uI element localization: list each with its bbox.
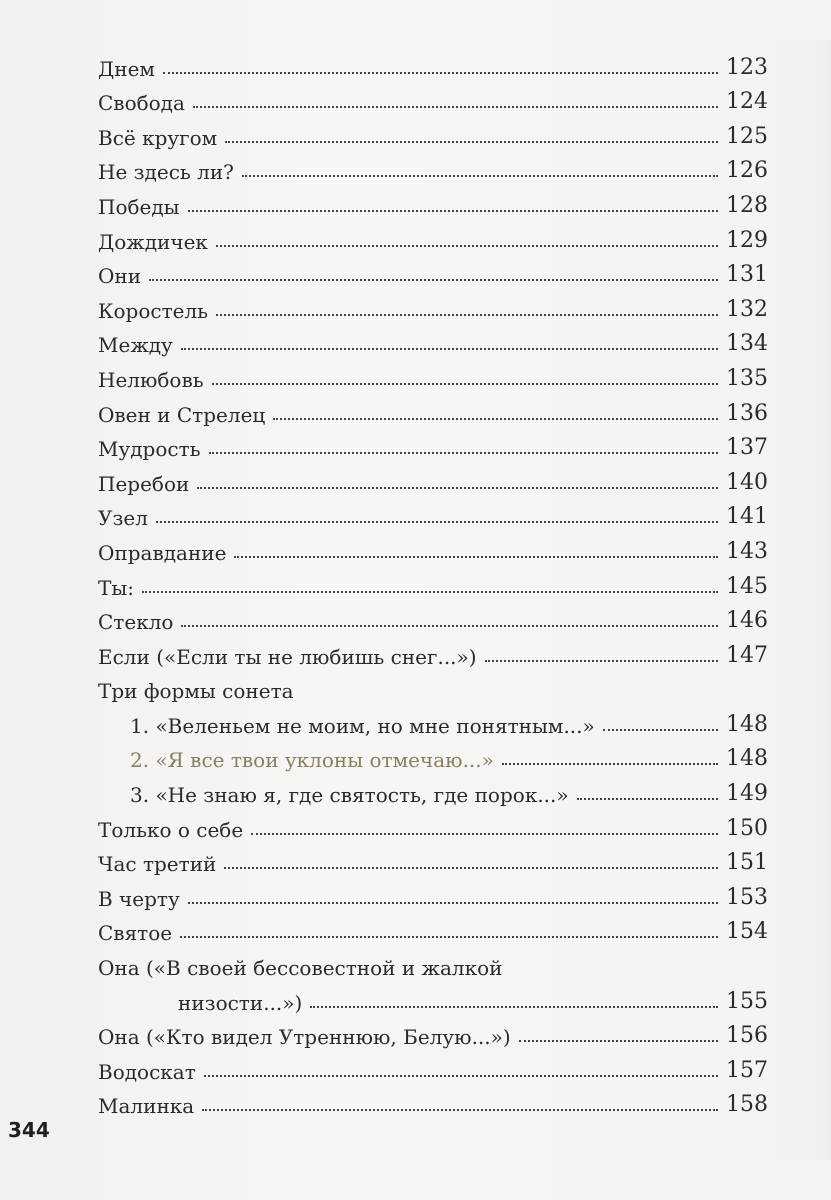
toc-entry-wrapped-first-line (98, 943, 768, 981)
toc-entry (98, 528, 768, 563)
toc-entry-wrapped-second-line (98, 978, 768, 1013)
toc-title: Всё кругом (98, 125, 218, 150)
toc-page: 123 (726, 54, 768, 80)
toc-title: Святое (98, 921, 173, 946)
toc-subentry (98, 770, 768, 808)
toc-page: 140 (726, 469, 768, 495)
toc-title: Дождичек (98, 229, 208, 254)
toc-page: 158 (726, 1092, 768, 1118)
toc-title: Днем (98, 56, 155, 81)
toc-entry (98, 182, 768, 217)
toc-title: Только о себе (98, 817, 244, 842)
leader-dots (204, 1075, 718, 1077)
toc-entry (98, 1082, 768, 1117)
toc-title: Не здесь ли? (98, 160, 234, 185)
toc-page: 134 (726, 331, 768, 357)
leader-dots (603, 729, 718, 731)
toc-entry (98, 840, 768, 875)
toc-page: 126 (726, 158, 768, 184)
toc-page: 135 (726, 365, 768, 391)
toc-entry (98, 632, 768, 667)
toc-page: 150 (726, 815, 768, 841)
toc-entry (98, 1013, 768, 1048)
toc-entry (98, 1047, 768, 1082)
leader-dots (188, 902, 718, 904)
toc-title: Коростель (98, 298, 209, 323)
toc-title: Оправдание (98, 540, 227, 565)
toc-entry (98, 459, 768, 494)
toc-entry (98, 79, 768, 114)
toc-title: Мудрость (98, 437, 201, 462)
leader-dots (273, 418, 718, 420)
toc-page: 149 (726, 781, 768, 807)
toc-entry (98, 252, 768, 287)
toc-title: Стекло (98, 610, 174, 635)
toc-title: Час третий (98, 852, 217, 877)
leader-dots (212, 383, 718, 385)
leader-dots (502, 763, 718, 765)
leader-dots (519, 1040, 718, 1042)
leader-dots (577, 798, 718, 800)
toc-subentry (98, 701, 768, 736)
toc-page: 128 (726, 192, 768, 218)
toc-page: 147 (726, 642, 768, 668)
toc-page: 132 (726, 296, 768, 322)
toc-title: 1. «Веленьем не моим, но мне понятным...» (130, 713, 595, 738)
leader-dots (181, 625, 718, 627)
toc-page: 143 (726, 538, 768, 564)
toc-entry (98, 909, 768, 944)
leader-dots (181, 348, 718, 350)
leader-dots (216, 314, 718, 316)
leader-dots (310, 1006, 718, 1008)
leader-dots (197, 487, 718, 489)
toc-entry (98, 563, 768, 598)
leader-dots (234, 556, 718, 558)
toc-entry (98, 494, 768, 529)
toc-title: 3. «Не знаю я, где святость, где порок...» (130, 783, 569, 808)
toc-page: 125 (726, 123, 768, 149)
toc-title: Ты: (98, 575, 134, 600)
toc-entry (98, 805, 768, 840)
page-number: 344 (8, 1118, 50, 1142)
toc-title: Нелюбовь (98, 367, 204, 392)
toc-entry (98, 390, 768, 425)
toc-title: Она («В своей бессовестной и жалкой (98, 956, 503, 981)
leader-dots (242, 175, 718, 177)
toc-page: 141 (726, 504, 768, 530)
leader-dots (202, 1109, 718, 1111)
toc-page: 153 (726, 884, 768, 910)
leader-dots (193, 106, 718, 108)
toc-page: 129 (726, 227, 768, 253)
table-of-contents (98, 44, 768, 1119)
show-through-shadow (769, 40, 831, 1160)
leader-dots (216, 245, 718, 247)
toc-title: Узел (98, 506, 148, 531)
toc-title: Водоскат (98, 1059, 196, 1084)
toc-entry (98, 874, 768, 909)
toc-page: 156 (726, 1023, 768, 1049)
toc-page: 136 (726, 400, 768, 426)
toc-entry (98, 598, 768, 633)
toc-entry (98, 148, 768, 183)
leader-dots (180, 936, 718, 938)
toc-title: Малинка (98, 1094, 195, 1119)
toc-title: Она («Кто видел Утреннюю, Белую...») (98, 1025, 511, 1050)
toc-page: 155 (726, 988, 768, 1014)
toc-title: Они (98, 264, 142, 289)
toc-entry (98, 44, 768, 79)
leader-dots (156, 521, 718, 523)
toc-title: 2. «Я все твои уклоны отмечаю...» (130, 748, 494, 773)
toc-title: Победы (98, 194, 180, 219)
toc-title: Свобода (98, 91, 185, 116)
toc-entry (98, 425, 768, 460)
toc-title: Если («Если ты не любишь снег...») (98, 644, 477, 669)
toc-entry (98, 355, 768, 390)
toc-section-heading (98, 667, 768, 702)
toc-page: 145 (726, 573, 768, 599)
toc-page: 157 (726, 1057, 768, 1083)
toc-page: 151 (726, 850, 768, 876)
toc-title: Три формы сонета (98, 679, 294, 704)
toc-page: 148 (726, 746, 768, 772)
toc-title: В черту (98, 886, 180, 911)
toc-page: 137 (726, 435, 768, 461)
toc-page: 131 (726, 262, 768, 288)
leader-dots (251, 833, 718, 835)
toc-title: Перебои (98, 471, 190, 496)
toc-subentry (98, 736, 768, 771)
leader-dots (225, 141, 718, 143)
leader-dots (149, 279, 718, 281)
leader-dots (163, 72, 718, 74)
leader-dots (485, 660, 718, 662)
toc-page: 146 (726, 608, 768, 634)
leader-dots (209, 452, 718, 454)
leader-dots (142, 591, 718, 593)
toc-entry (98, 286, 768, 321)
toc-title: Между (98, 333, 173, 358)
leader-dots (188, 210, 718, 212)
toc-page: 124 (726, 89, 768, 115)
toc-entry (98, 217, 768, 252)
leader-dots (224, 867, 718, 869)
toc-page: 148 (726, 711, 768, 737)
toc-page: 154 (726, 919, 768, 945)
toc-entry (98, 321, 768, 356)
toc-entry (98, 113, 768, 148)
toc-title: Овен и Стрелец (98, 402, 266, 427)
toc-title: низости...») (178, 990, 303, 1015)
